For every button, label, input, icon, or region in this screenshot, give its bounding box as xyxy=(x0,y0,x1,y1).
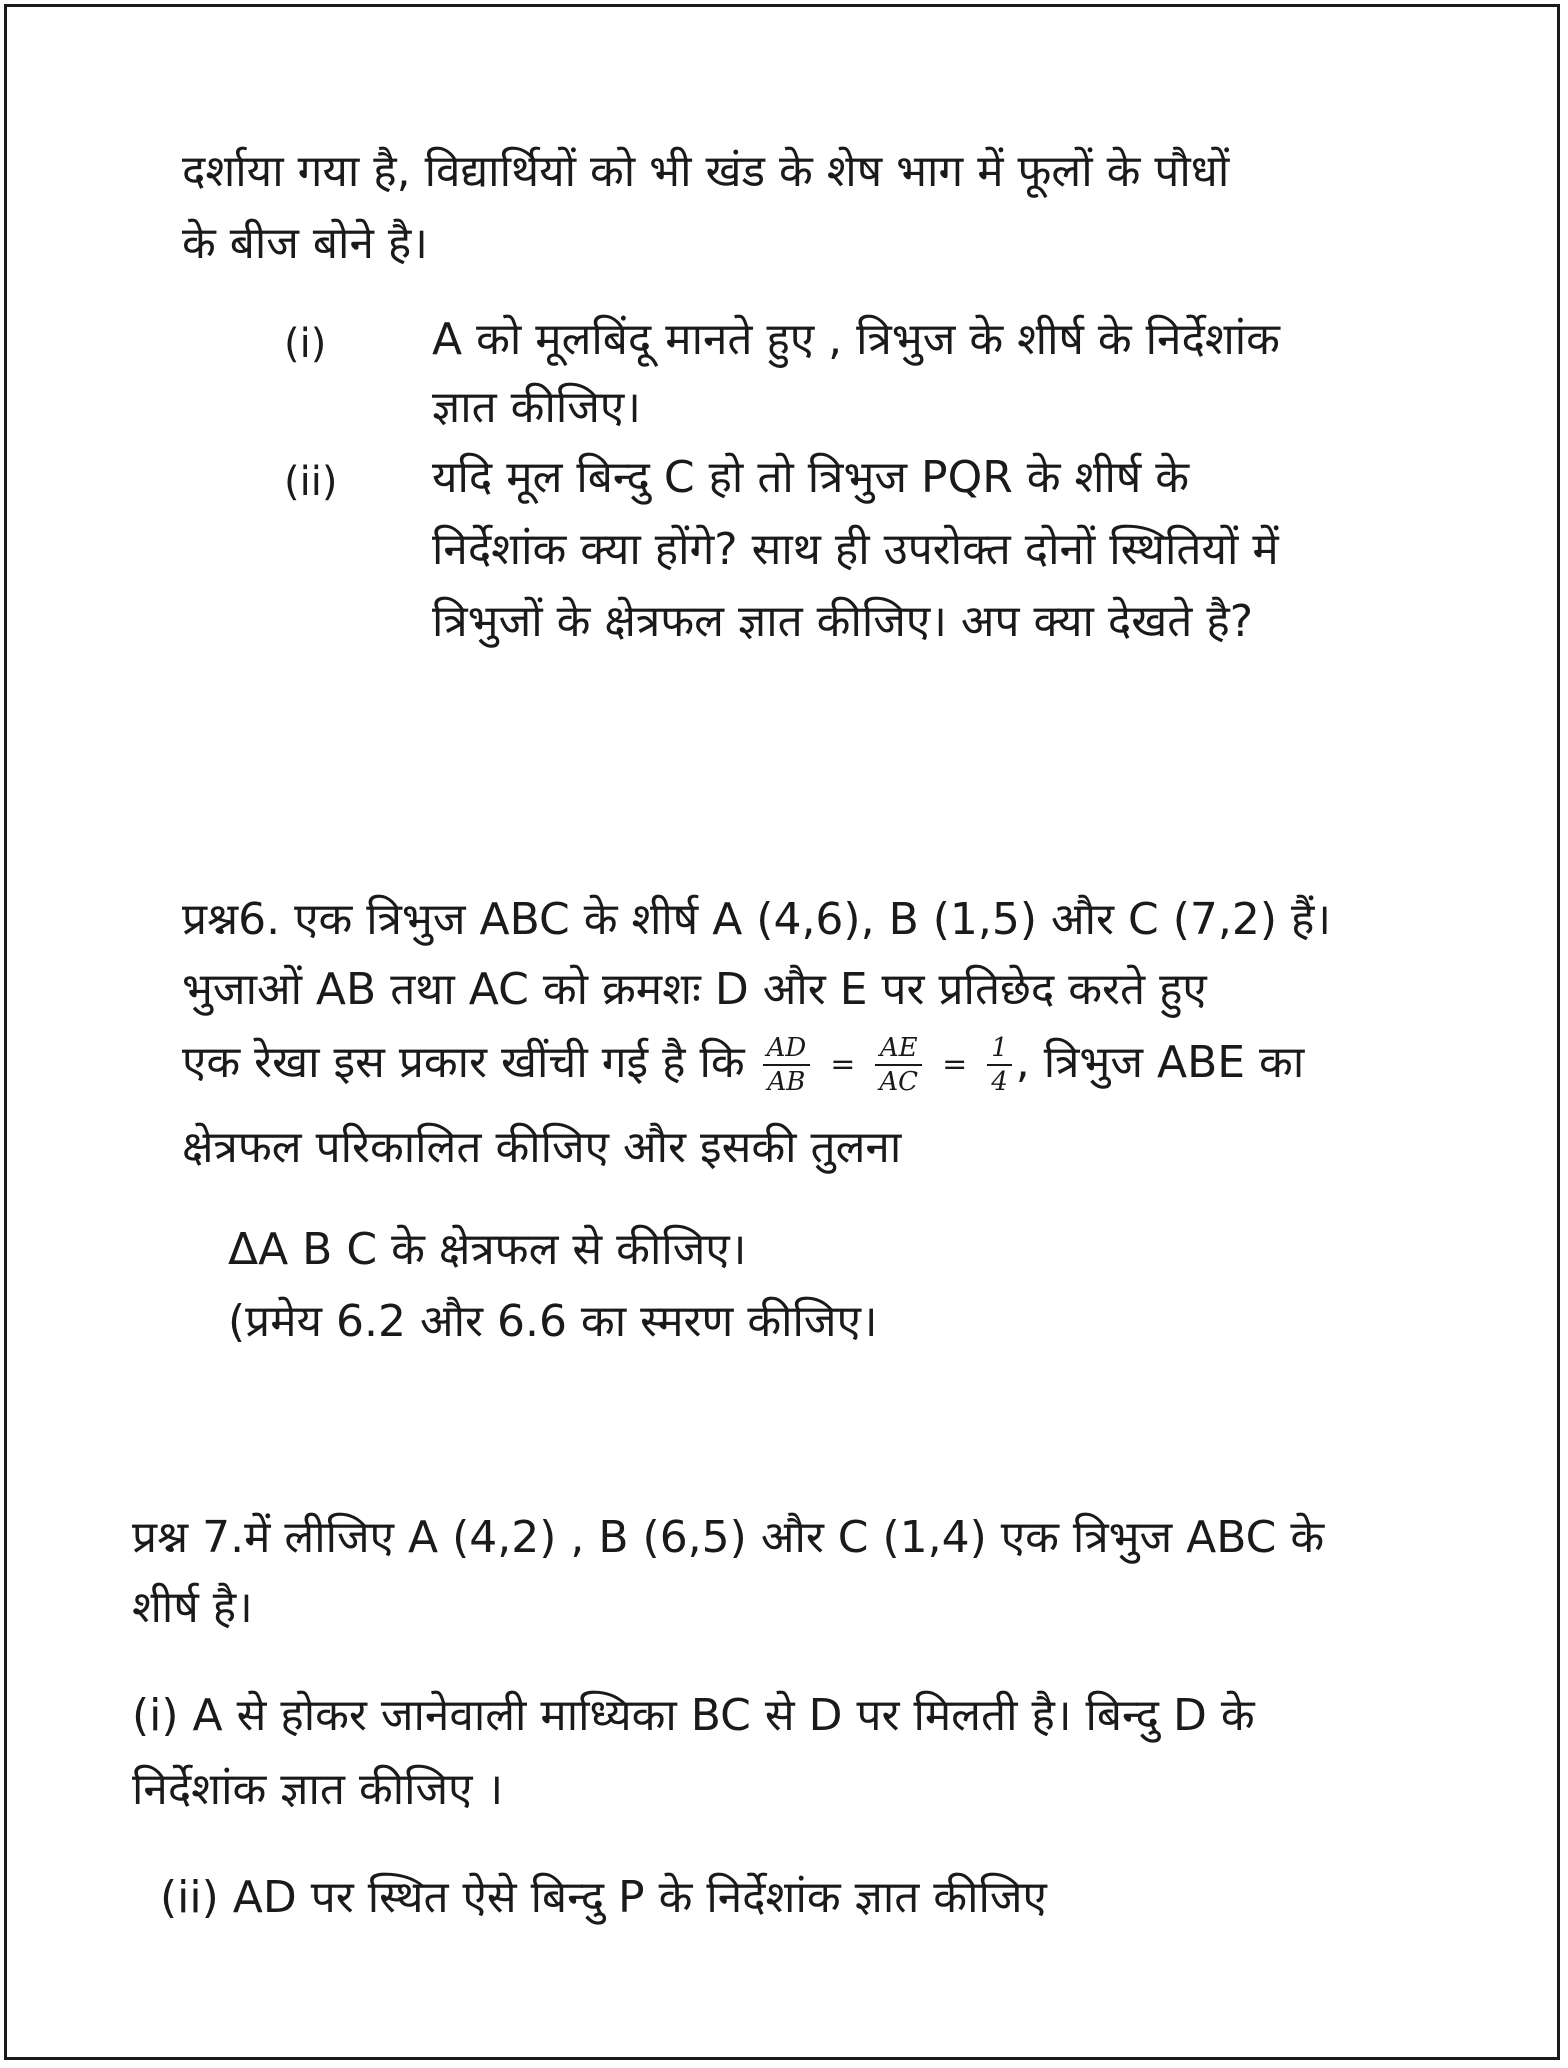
fraction-one-quarter xyxy=(987,1032,1012,1098)
fraction-denominator: AC xyxy=(879,1067,919,1097)
fraction-numerator: AE xyxy=(875,1032,922,1066)
q7-line-2: शीर्ष है। xyxy=(132,1582,253,1633)
fraction-numerator: 1 xyxy=(987,1032,1012,1066)
fraction-denominator: 4 xyxy=(991,1067,1008,1097)
q7-line-1: प्रश्न 7.में लीजिए A (4,2) , B (6,5) और C (1,4) एक त्रिभुज ABC के xyxy=(132,1512,1325,1563)
q6-line-6: (प्रमेय 6.2 और 6.6 का स्मरण कीजिए। xyxy=(228,1296,878,1347)
equals-sign: = xyxy=(830,1047,856,1082)
equals-sign: = xyxy=(942,1047,968,1082)
part-ii-line-1: यदि मूल बिन्दु C हो तो त्रिभुज PQR के शीर्ष के xyxy=(432,452,1190,503)
q6-line-3 xyxy=(182,1032,1304,1098)
fraction-numerator: AD xyxy=(763,1032,811,1066)
fraction-ad-ab xyxy=(763,1032,811,1098)
part-ii-line-2: निर्देशांक क्या होंगे? साथ ही उपरोक्त दोनों स्थितियों में xyxy=(432,524,1279,575)
fraction-denominator: AB xyxy=(767,1067,806,1097)
q7-part-i-line-1: (i) A से होकर जानेवाली माध्यिका BC से D पर मिलती है। बिन्दु D के xyxy=(132,1690,1255,1741)
intro-line-2: के बीज बोने है। xyxy=(182,218,428,269)
q6-line-3-text: एक रेखा इस प्रकार खींची गई है कि xyxy=(182,1037,745,1088)
part-ii-number: (ii) xyxy=(284,459,338,505)
part-i-number: (i) xyxy=(284,321,327,367)
fraction-ae-ac xyxy=(875,1032,922,1098)
q6-line-4: क्षेत्रफल परिकालित कीजिए और इसकी तुलना xyxy=(182,1122,902,1173)
q6-line-1: प्रश्न6. एक त्रिभुज ABC के शीर्ष A (4,6), B (1,5) और C (7,2) हैं। xyxy=(182,894,1332,945)
q6-line-3-tail: , त्रिभुज ABE का xyxy=(1015,1037,1305,1088)
q6-line-2: भुजाओं AB तथा AC को क्रमशः D और E पर प्रतिछेद करते हुए xyxy=(182,964,1207,1015)
q7-part-ii-line-1: (ii) AD पर स्थित ऐसे बिन्दु P के निर्देशांक ज्ञात कीजिए xyxy=(160,1872,1047,1923)
q6-line-5: ΔA B C के क्षेत्रफल से कीजिए। xyxy=(228,1224,747,1275)
part-ii-line-3: त्रिभुजों के क्षेत्रफल ज्ञात कीजिए। अप क्या देखते है? xyxy=(432,596,1254,647)
part-i-line-1: A को मूलबिंदू मानते हुए , त्रिभुज के शीर्ष के निर्देशांक xyxy=(432,314,1280,365)
part-i-line-2: ज्ञात कीजिए। xyxy=(432,382,641,433)
q7-part-i-line-2: निर्देशांक ज्ञात कीजिए । xyxy=(132,1764,504,1815)
intro-line-1: दर्शाया गया है, विद्यार्थियों को भी खंड के शेष भाग में फूलों के पौधों xyxy=(182,146,1230,197)
